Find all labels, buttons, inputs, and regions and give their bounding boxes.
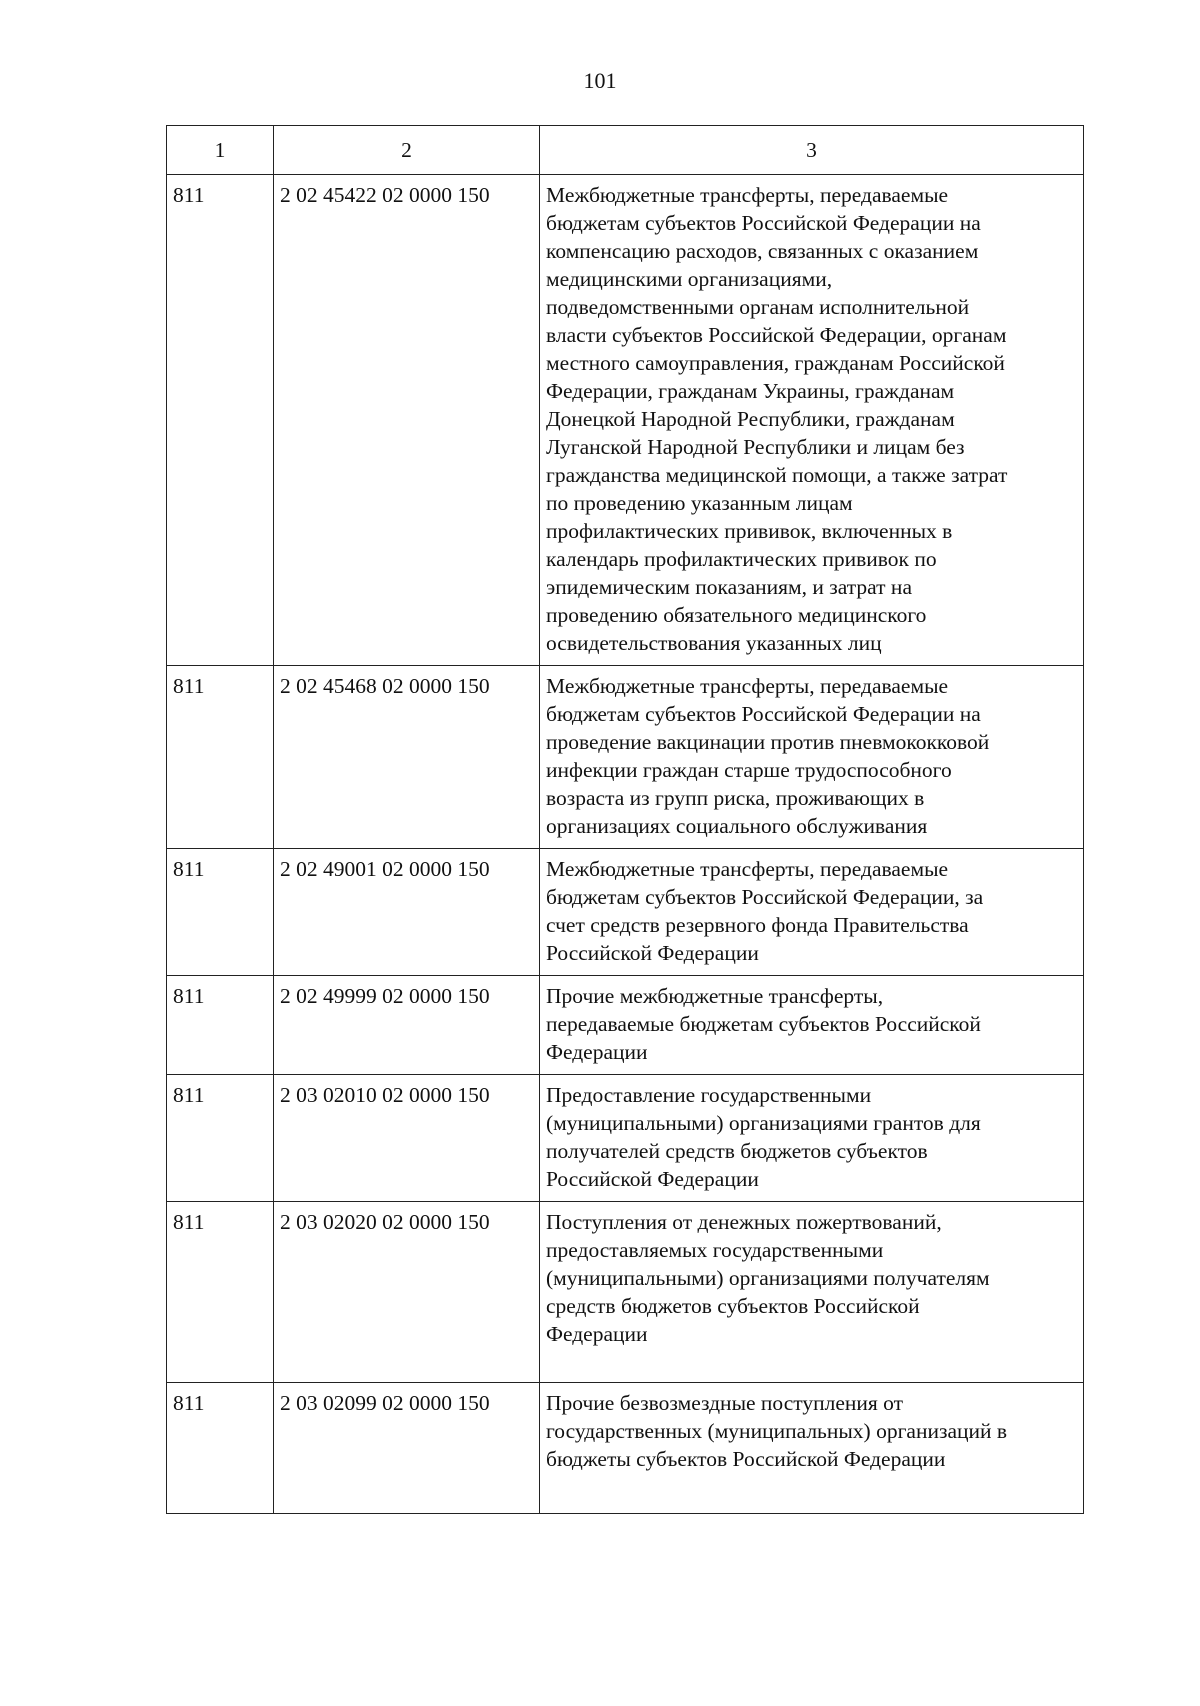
description-line: эпидемическим показаниям, и затрат на (546, 575, 912, 599)
budget-code-cell: 2 02 45468 02 0000 150 (274, 666, 540, 849)
admin-code-cell: 811 (167, 1202, 274, 1383)
description-line: бюджетам субъектов Российской Федерации на (546, 702, 981, 726)
description-line: подведомственными органам исполнительной (546, 295, 970, 319)
table-body (167, 175, 1084, 1514)
description-line: Межбюджетные трансферты, передаваемые (546, 674, 949, 698)
description-line: передаваемые бюджетам субъектов Российской (546, 1012, 981, 1036)
admin-code-cell: 811 (167, 849, 274, 976)
description-cell (540, 1202, 1084, 1383)
budget-code-cell: 2 02 49001 02 0000 150 (274, 849, 540, 976)
description-line: Межбюджетные трансферты, передаваемые (546, 857, 949, 881)
description-line: Российской Федерации (546, 1167, 759, 1191)
table-row (167, 666, 1084, 849)
description-line: Предоставление государственными (546, 1083, 872, 1107)
budget-code-cell: 2 03 02010 02 0000 150 (274, 1075, 540, 1202)
description-line: Федерации (546, 1322, 648, 1346)
description-line: Российской Федерации (546, 941, 759, 965)
description-line: компенсацию расходов, связанных с оказанием (546, 239, 979, 263)
description-line: Прочие безвозмездные поступления от (546, 1391, 904, 1415)
description-line: бюджетам субъектов Российской Федерации, за (546, 885, 984, 909)
description-line: проведению обязательного медицинского (546, 603, 927, 627)
header-col-1: 1 (167, 126, 274, 175)
description-line: Федерации (546, 1040, 648, 1064)
description-cell (540, 976, 1084, 1075)
table-row (167, 175, 1084, 666)
budget-code-cell: 2 03 02099 02 0000 150 (274, 1383, 540, 1514)
description-line: средств бюджетов субъектов Российской (546, 1294, 920, 1318)
description-line: проведение вакцинации против пневмококковой (546, 730, 990, 754)
admin-code-cell: 811 (167, 666, 274, 849)
description-line: календарь профилактических прививок по (546, 547, 937, 571)
description-line: медицинскими организациями, (546, 267, 833, 291)
description-line: освидетельствования указанных лиц (546, 631, 882, 655)
budget-code-cell: 2 03 02020 02 0000 150 (274, 1202, 540, 1383)
description-line: власти субъектов Российской Федерации, органам (546, 323, 1007, 347)
header-row (167, 126, 1084, 175)
admin-code-cell: 811 (167, 1383, 274, 1514)
table-row (167, 976, 1084, 1075)
description-line: государственных (муниципальных) организаций в (546, 1419, 1008, 1443)
admin-code-cell: 811 (167, 1075, 274, 1202)
description-line: Межбюджетные трансферты, передаваемые (546, 183, 949, 207)
description-line: Прочие межбюджетные трансферты, (546, 984, 884, 1008)
header-col-2: 2 (274, 126, 540, 175)
budget-codes-table (166, 125, 1084, 1514)
description-line: предоставляемых государственными (546, 1238, 884, 1262)
description-line: организациях социального обслуживания (546, 814, 928, 838)
description-cell (540, 1075, 1084, 1202)
description-line: профилактических прививок, включенных в (546, 519, 953, 543)
description-cell (540, 666, 1084, 849)
description-cell (540, 1383, 1084, 1514)
description-line: по проведению указанным лицам (546, 491, 853, 515)
table-row (167, 1202, 1084, 1383)
page-number: 101 (583, 68, 617, 93)
description-line: Федерации, гражданам Украины, гражданам (546, 379, 955, 403)
budget-code-cell: 2 02 45422 02 0000 150 (274, 175, 540, 666)
description-line: Донецкой Народной Республики, гражданам (546, 407, 955, 431)
header-col-3: 3 (540, 126, 1084, 175)
admin-code-cell: 811 (167, 175, 274, 666)
description-line: (муниципальными) организациями получателям (546, 1266, 990, 1290)
description-line: (муниципальными) организациями грантов для (546, 1111, 981, 1135)
table-row (167, 1075, 1084, 1202)
description-line: получателей средств бюджетов субъектов (546, 1139, 928, 1163)
admin-code-cell: 811 (167, 976, 274, 1075)
description-cell (540, 175, 1084, 666)
description-line: Луганской Народной Республики и лицам без (546, 435, 965, 459)
table-row (167, 1383, 1084, 1514)
description-line: бюджеты субъектов Российской Федерации (546, 1447, 946, 1471)
description-cell (540, 849, 1084, 976)
description-line: гражданства медицинской помощи, а также затрат (546, 463, 1008, 487)
description-line: бюджетам субъектов Российской Федерации на (546, 211, 981, 235)
description-line: счет средств резервного фонда Правительства (546, 913, 969, 937)
description-line: возраста из групп риска, проживающих в (546, 786, 925, 810)
description-line: инфекции граждан старше трудоспособного (546, 758, 952, 782)
table-header (167, 126, 1084, 175)
description-line: местного самоуправления, гражданам Российской (546, 351, 1005, 375)
table-row (167, 849, 1084, 976)
budget-code-cell: 2 02 49999 02 0000 150 (274, 976, 540, 1075)
description-line: Поступления от денежных пожертвований, (546, 1210, 942, 1234)
